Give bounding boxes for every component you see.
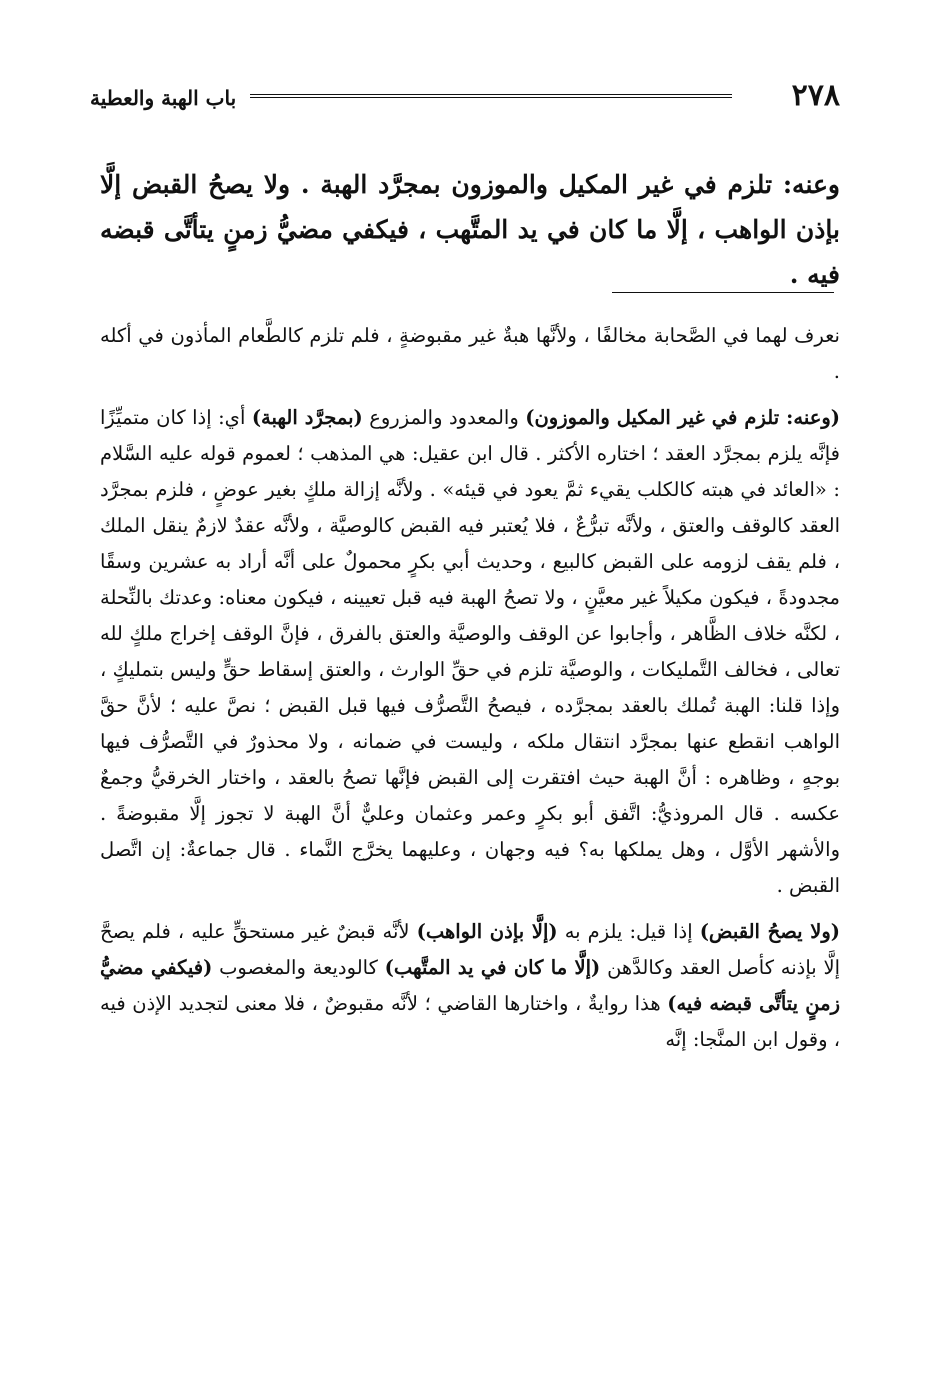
commentary-text: كالوديعة والمغصوب [212,956,385,979]
commentary [100,318,840,1068]
header-rule [250,94,732,98]
chapter-title: باب الهبة والعطية [90,86,237,110]
main-text: وعنه: تلزم في غير المكيل والموزون بمجرَّد الهبة . ولا يصحُ القبض إلَّا بإذن الواهب ، إلَّا ما كان في يد المتَّهب ، فيكفي مضيُّ زمنٍ يتأتَّى قبضه فيه . [100,170,840,289]
page-header [90,78,840,118]
commentary-paragraph-1 [100,318,840,390]
commentary-text: هذا روايةٌ ، واختارها القاضي ؛ لأنَّه مقبوضٌ ، فلا معنى لتجديد الإذن فيه ، وقول ابن المنَّجا: إنَّه [100,992,840,1051]
quoted-matn: (وعنه: تلزم في غير المكيل والموزون) [525,406,840,429]
commentary-paragraph-3 [100,914,840,1058]
quoted-matn: (ولا يصحُ القبض) [699,920,840,943]
commentary-text: إذا قيل: يلزم به [557,920,700,943]
commentary-text: أي: إذا كان متميِّزًا فإنَّه يلزم بمجرَّد العقد ؛ اختاره الأكثر . قال ابن عقيل: هي المذهب ؛ لعموم قوله عليه السَّلام : «العائد في هبته كالكلب يقيء ثمَّ يعود في قيئه» . ولأنَّه إزالة ملكٍ بغير عوضٍ ، فلزم بمجرَّد العقد كالوقف والعتق ، ولأنَّه تبرُّعٌ ، فلا يُعتبر فيه القبض كالوصيَّة ، ولأنَّه عقدٌ لازمٌ ينقل الملك ، فلم يقف لزومه على القبض كالبيع ، وحديث أبي بكرٍ محمولٌ على أنَّه أراد به عشرين وسقًا مجدودةً ، فيكون مكيلاً غير معيَّنٍ ، ولا تصحُ الهبة فيه قبل تعيينه ، فيكون معناه: وعدتك بالنِّحلة ، لكنَّه خلاف الظَّاهر ، وأجابوا عن الوقف والوصيَّة والعتق بالفرق ، فإنَّ الوقف إخراج ملكٍ لله تعالى ، فخالف التَّمليكات ، والوصيَّة تلزم في حقِّ الوارث ، والعتق إسقاط حقٍّ وليس بتمليكٍ ، وإذا قلنا: الهبة تُملك بالعقد بمجرَّده ، فيصحُ التَّصرُّف فيها قبل القبض ؛ نصَّ عليه ؛ لأنَّ حقَّ الواهب انقطع عنها بمجرَّد انتقال ملكه ، وليست في ضمانه ، ولا محذورٌ في التَّصرُّف فيها بوجهٍ ، وظاهره : أنَّ الهبة حيث افتقرت إلى القبض فإنَّها تصحُ بالعقد ، واختار الخرقيُّ وجمعٌ عكسه . قال المروذيُّ: اتَّفق أبو بكرٍ وعمر وعثمان وعليٌّ أنَّ الهبة لا تجوز إلَّا مقبوضةً . والأشهر الأوَّل ، وهل يملكها به؟ فيه وجهان ، وعليهما يخرَّج النَّماء . قال جماعةٌ: إن اتَّصل القبض . [100,406,840,897]
commentary-paragraph-2 [100,400,840,904]
commentary-text: والمعدود والمزروع [362,406,526,429]
quoted-matn: (فيكفي مضيُّ زمنٍ يتأتَّى قبضه فيه) [100,956,840,1015]
quoted-matn: (بمجرَّد الهبة) [251,406,363,429]
commentary-text: نعرف لهما في الصَّحابة مخالفًا ، ولأنَّها هبةٌ غير مقبوضةٍ ، فلم تلزم كالطَّعام المأذون في أكله . [100,324,840,383]
quoted-matn: (إلَّا ما كان في يد المتَّهب) [384,956,601,979]
footnote-divider [612,292,834,293]
quoted-matn: (إلَّا بإذن الواهب) [416,920,558,943]
commentary-text: لأنَّه قبضٌ غير مستحقٍّ عليه ، فلم يصحَّ إلَّا بإذنه كأصل العقد وكالدَّهن [100,920,841,979]
page-number: ٢٧٨ [791,78,840,113]
